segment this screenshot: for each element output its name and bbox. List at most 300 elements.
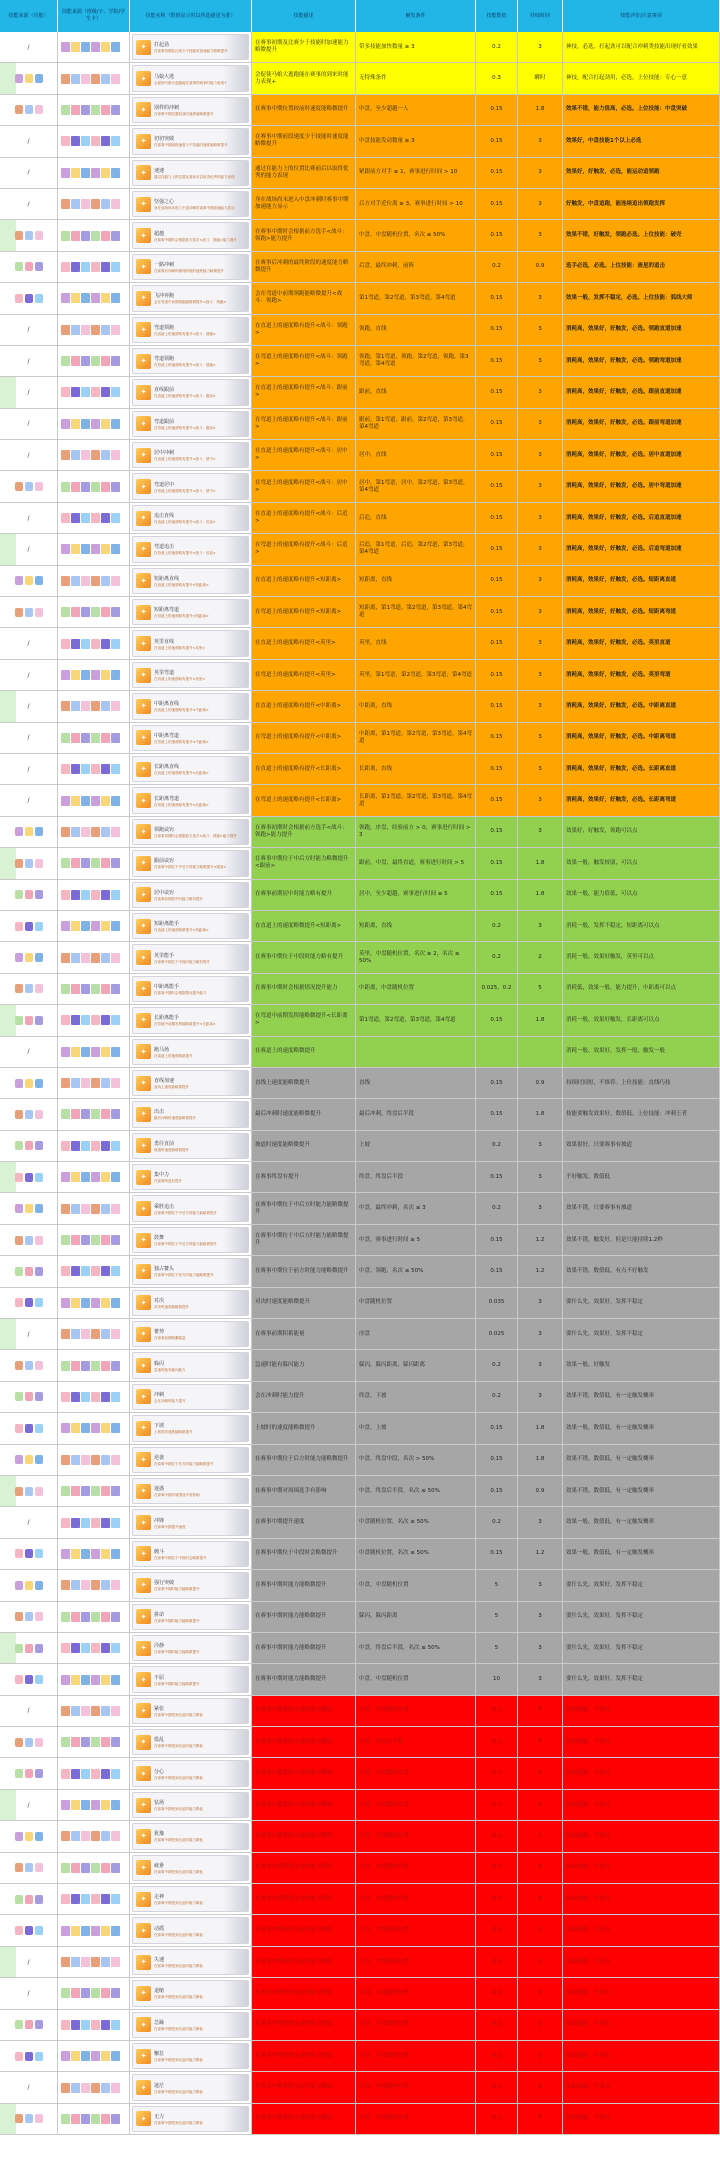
source-cell: / xyxy=(0,377,58,407)
character-icons xyxy=(58,440,130,470)
character-avatar xyxy=(61,513,70,523)
skill-value: -0.1 xyxy=(476,1727,518,1757)
character-icons xyxy=(58,1225,130,1255)
avatar xyxy=(35,1204,43,1213)
header-note: 技能评价/注意事项 xyxy=(563,0,720,32)
character-avatar xyxy=(71,1392,80,1402)
character-avatar xyxy=(111,1141,120,1151)
character-avatar xyxy=(81,1109,90,1119)
character-avatar xyxy=(111,1204,120,1214)
character-avatar xyxy=(91,1266,100,1276)
skill-card-desc: 在赛事中期受到压迫时能力降低 xyxy=(154,1964,203,1969)
avatar xyxy=(35,105,43,114)
character-avatar xyxy=(91,42,100,52)
character-avatar xyxy=(61,1518,70,1528)
skill-description: 在赛事中期受到压迫时能力降低 xyxy=(252,1758,356,1788)
trigger-condition: 中盘，最终冲刺，名次 ≤ 3 xyxy=(356,1193,476,1223)
skill-icon: ✦ xyxy=(136,887,151,902)
skill-icon: ✦ xyxy=(136,134,151,149)
skill-value: 0.15 xyxy=(476,315,518,345)
avatar xyxy=(15,482,23,491)
character-avatar xyxy=(91,199,100,209)
character-avatar xyxy=(111,1580,120,1590)
skill-card-cell xyxy=(130,1507,252,1537)
skill-card-cell xyxy=(130,2010,252,2040)
character-avatar xyxy=(101,701,110,711)
character-avatar xyxy=(71,1863,80,1873)
skill-description: 在弯道上的速度略有提升<英里> xyxy=(252,660,356,690)
avatar xyxy=(35,1424,43,1433)
character-avatar xyxy=(91,1863,100,1873)
character-avatar xyxy=(101,1769,110,1779)
table-row xyxy=(0,158,720,189)
skill-card-desc: 在赛事中期位于中后方时能力略微提升<跟前> xyxy=(154,865,227,870)
skill-card-desc: 在赛事中期时会根据前方选手<战斗：领跑>能力提升 xyxy=(154,237,237,242)
table-row xyxy=(0,1853,720,1884)
skill-value: 0.15 xyxy=(476,126,518,156)
character-avatar xyxy=(81,1141,90,1151)
skill-description: 在赛事中期受到压迫时能力降低 xyxy=(252,1696,356,1726)
skill-card xyxy=(132,442,249,468)
character-avatar xyxy=(71,2020,80,2030)
skill-card-desc: 在直道上的速度略有提升<战斗：后追> xyxy=(154,520,216,525)
character-icons xyxy=(58,817,130,847)
character-icons xyxy=(58,1445,130,1475)
skill-card xyxy=(132,850,249,876)
skill-card-cell xyxy=(130,1099,252,1129)
skill-card-cell xyxy=(130,1853,252,1883)
skill-value: 0.2 xyxy=(476,32,518,62)
avatar xyxy=(25,1769,33,1778)
character-avatar xyxy=(91,293,100,303)
table-row xyxy=(0,1037,720,1068)
skill-card-desc: 身在战场尚未进入中盘冲刺时赛事中期加速能力显示 xyxy=(154,206,235,211)
avatar xyxy=(25,2020,33,2029)
source-cell xyxy=(0,1099,58,1129)
source-cell: / xyxy=(0,1947,58,1977)
table-row xyxy=(0,1131,720,1162)
character-avatar xyxy=(111,199,120,209)
trigger-condition: 英里，第1弯道，第2弯道，第3弯道，第4弯道 xyxy=(356,660,476,690)
trigger-condition: 第1弯道，第2弯道，第3弯道，第4弯道 xyxy=(356,1005,476,1035)
skill-note: 消耗高，效果好，好触发，必选。英里弯道 xyxy=(563,660,720,690)
skill-card-cell xyxy=(130,974,252,1004)
skill-card-desc: 在赛事中期受到压迫时能力降低 xyxy=(154,1775,203,1780)
character-avatar xyxy=(111,1423,120,1433)
skill-name: 集中力 xyxy=(154,1172,170,1179)
avatar xyxy=(25,1581,33,1590)
character-avatar xyxy=(61,953,70,963)
source-cell: / xyxy=(0,1790,58,1820)
character-avatar xyxy=(81,262,90,272)
avatar xyxy=(15,1392,23,1401)
character-avatar xyxy=(111,105,120,115)
skill-description: 身在战场尚未进入中盘冲刺时赛事中期加速能力显示 xyxy=(252,189,356,219)
trigger-condition: 领跑，直线 xyxy=(356,315,476,345)
table-row xyxy=(0,911,720,942)
skill-description: 在赛事中期前段速度少于技能时速度能略微提升 xyxy=(252,126,356,156)
skill-value: 0.15 xyxy=(476,1162,518,1192)
table-row xyxy=(0,1413,720,1444)
avatar xyxy=(25,922,33,931)
character-avatar xyxy=(61,984,70,994)
skill-duration: 3 xyxy=(518,1915,563,1945)
character-avatar xyxy=(71,1109,80,1119)
skill-icon: ✦ xyxy=(136,259,151,274)
skill-icon: ✦ xyxy=(136,605,151,620)
skill-card-cell xyxy=(130,754,252,784)
skill-card xyxy=(132,1792,249,1818)
character-icons xyxy=(58,628,130,658)
skill-note: 负面技能，不要点 xyxy=(563,1758,720,1788)
skill-card-desc: 在弯道上的速度略有提升<短距离> xyxy=(154,614,209,619)
skill-description: 在赛事中期时能力能略微提升 xyxy=(252,1633,356,1663)
skill-card-cell xyxy=(130,409,252,439)
avatar xyxy=(25,890,33,899)
character-avatar xyxy=(81,921,90,931)
skill-duration: 3 xyxy=(518,2041,563,2071)
skill-duration: 3 xyxy=(518,1853,563,1883)
skill-duration: 3 xyxy=(518,2010,563,2040)
skill-card xyxy=(132,1604,249,1630)
skill-duration: 3 xyxy=(518,158,563,188)
avatar xyxy=(35,1832,43,1841)
header-skill: 技能名称（数值显示时以所选描述为准） xyxy=(130,0,252,32)
source-cell xyxy=(0,1915,58,1945)
skill-value: 0.15 xyxy=(476,1413,518,1443)
skill-note: 负面技能，不要点 xyxy=(563,1853,720,1883)
skill-card xyxy=(132,1258,249,1284)
skill-name: 懈怠 xyxy=(154,2051,165,2058)
avatar xyxy=(35,984,43,993)
skill-icon: ✦ xyxy=(136,919,151,934)
character-avatar xyxy=(81,670,90,680)
character-avatar xyxy=(71,984,80,994)
character-icons xyxy=(58,597,130,627)
avatar xyxy=(15,1738,23,1747)
character-avatar xyxy=(71,1612,80,1622)
character-icons xyxy=(58,1758,130,1788)
character-icons xyxy=(58,1696,130,1726)
skill-note: 消耗高，效果好，好触发，必选。跟前直道加速 xyxy=(563,377,720,407)
character-avatar xyxy=(61,1392,70,1402)
character-avatar xyxy=(81,1518,90,1528)
skill-card xyxy=(132,34,249,60)
avatar xyxy=(15,262,23,271)
character-icons xyxy=(58,1288,130,1318)
character-avatar xyxy=(61,1800,70,1810)
skill-card-desc: 在赛事终盘有提升 xyxy=(154,1179,182,1184)
skill-duration: 2 xyxy=(518,942,563,972)
skill-note: 要什么先，效果好，发挥不稳定 xyxy=(563,1319,720,1349)
skill-duration: 1.8 xyxy=(518,880,563,910)
character-icons xyxy=(58,1633,130,1663)
character-avatar xyxy=(61,1549,70,1559)
skill-note: 要什么先，效果好，发挥不稳定 xyxy=(563,1664,720,1694)
skill-value: 0.15 xyxy=(476,566,518,596)
character-avatar xyxy=(91,733,100,743)
character-avatar xyxy=(111,387,120,397)
character-avatar xyxy=(91,576,100,586)
character-avatar xyxy=(91,1235,100,1245)
skill-card-desc: 在赛事中期受到压迫时能力降低 xyxy=(154,2026,203,2031)
table-row xyxy=(0,1476,720,1507)
character-avatar xyxy=(111,639,120,649)
table-row xyxy=(0,1225,720,1256)
skill-card-cell xyxy=(130,32,252,62)
skill-icon: ✦ xyxy=(136,1546,151,1561)
skill-note: 负面技能，不要点 xyxy=(563,1947,720,1977)
skill-note: 消耗一般，效果好触发，长距离可以点 xyxy=(563,1005,720,1035)
character-avatar xyxy=(101,827,110,837)
source-cell xyxy=(0,848,58,878)
skill-value: 0.2 xyxy=(476,1131,518,1161)
skill-card-desc: 在赛事中期前段速度少于技能时速度能略微提升 xyxy=(154,143,228,148)
avatar xyxy=(25,576,33,585)
avatar xyxy=(35,74,43,83)
skill-card-desc: 在直道上的速度略有提升<英里> xyxy=(154,645,206,650)
skill-note: 负面技能，不要点 xyxy=(563,1821,720,1851)
skill-name: 冲刺 xyxy=(154,1391,165,1398)
character-icons xyxy=(58,1884,130,1914)
skill-card xyxy=(132,2106,249,2132)
skill-name: 怯场 xyxy=(154,1800,165,1807)
skill-name: 弯道领跑 xyxy=(154,356,175,363)
avatar xyxy=(35,1455,43,1464)
skill-note: 效果一般，好触发 xyxy=(563,1350,720,1380)
skill-name: 别样的冲刺 xyxy=(154,104,180,111)
character-avatar xyxy=(61,1643,70,1653)
avatar xyxy=(35,890,43,899)
skill-card xyxy=(132,1101,249,1127)
skill-description: 在赛事中期对周围选手有影响 xyxy=(252,1476,356,1506)
character-avatar xyxy=(61,1706,70,1716)
skill-duration: 3 xyxy=(518,283,563,313)
trigger-condition: 中盘，中盘随机位置 xyxy=(356,2104,476,2134)
trigger-condition: 后追，直线 xyxy=(356,503,476,533)
skill-value: 0.2 xyxy=(476,252,518,282)
skill-note: 消耗高，效果好，好触发，必选。居中弯道加速 xyxy=(563,471,720,501)
character-avatar xyxy=(71,419,80,429)
skill-description: 在弯道上的速度略有提升<战斗：跟前> xyxy=(252,409,356,439)
character-avatar xyxy=(91,513,100,523)
character-avatar xyxy=(71,1015,80,1025)
skill-name: 乘胜追击 xyxy=(154,1203,175,1210)
table-row xyxy=(0,471,720,502)
skill-value: -0.1 xyxy=(476,1696,518,1726)
table-row xyxy=(0,1445,720,1476)
skill-description: 在赛事中期位于中后方时能力略微提升<跟前> xyxy=(252,848,356,878)
skill-description: 在直道上的速度略有提升<中距离> xyxy=(252,691,356,721)
character-avatar xyxy=(111,2051,120,2061)
character-avatar xyxy=(81,1486,90,1496)
source-cell xyxy=(0,1288,58,1318)
skill-duration: 3 xyxy=(518,1602,563,1632)
character-avatar xyxy=(81,1329,90,1339)
character-avatar xyxy=(91,1988,100,1998)
trigger-condition: 中盘，中盘随机位置 xyxy=(356,1821,476,1851)
skill-description: 上坡时的速度能略微提升 xyxy=(252,1413,356,1443)
avatar xyxy=(35,1361,43,1370)
skill-value: -0.1 xyxy=(476,1947,518,1977)
character-avatar xyxy=(91,953,100,963)
skill-note: 消耗高，效果好，好触发，必选。短距离直道 xyxy=(563,566,720,596)
character-avatar xyxy=(61,1015,70,1025)
skill-icon: ✦ xyxy=(136,1672,151,1687)
skill-name: 居中诀窍 xyxy=(154,889,175,896)
character-avatar xyxy=(81,1172,90,1182)
skill-card-desc: 在弯道上的速度略有提升<战斗：领跑> xyxy=(154,363,216,368)
skill-card-cell xyxy=(130,817,252,847)
skill-card xyxy=(132,285,249,311)
skill-card-desc: 在弯道上的速度略有提升<英里> xyxy=(154,677,206,681)
skill-card xyxy=(132,160,249,186)
skill-card xyxy=(132,568,249,594)
skill-card-cell xyxy=(130,911,252,941)
skill-name: 犹豫 xyxy=(154,1831,165,1838)
character-avatar xyxy=(101,168,110,178)
skill-value: 0.15 xyxy=(476,880,518,910)
character-avatar xyxy=(91,1172,100,1182)
skill-card-desc: 在弯道中前期发挥能略微提升<长距离> xyxy=(154,1022,216,1027)
avatar xyxy=(25,827,33,836)
character-avatar xyxy=(101,1643,110,1653)
trigger-condition: 上坡 xyxy=(356,1131,476,1161)
skill-card-cell xyxy=(130,1539,252,1569)
character-avatar xyxy=(71,1078,80,1088)
skill-card xyxy=(132,2012,249,2038)
character-avatar xyxy=(91,231,100,241)
skill-description: 在直道上的速度略有提升<战斗：领跑> xyxy=(252,315,356,345)
character-avatar xyxy=(111,482,120,492)
skill-icon: ✦ xyxy=(136,1766,151,1781)
skill-card xyxy=(132,1321,249,1347)
character-avatar xyxy=(81,1769,90,1779)
skill-value: 0.15 xyxy=(476,785,518,815)
avatar xyxy=(15,1141,23,1150)
header-duration: 持续时间 xyxy=(518,0,563,32)
character-avatar xyxy=(101,1957,110,1967)
character-avatar xyxy=(101,796,110,806)
skill-card-desc: 上坡时的速度能略微提升 xyxy=(154,1430,193,1435)
skill-icon: ✦ xyxy=(136,981,151,996)
character-avatar xyxy=(91,1643,100,1653)
avatar xyxy=(25,1926,33,1935)
skill-name: 长距离能手 xyxy=(154,1015,180,1022)
character-avatar xyxy=(91,544,100,554)
trigger-condition: 中盘，中盘随机位置 xyxy=(356,1915,476,1945)
character-avatar xyxy=(91,858,100,868)
character-avatar xyxy=(71,670,80,680)
character-icons xyxy=(58,723,130,753)
skill-name: 走神 xyxy=(154,1894,165,1901)
skill-description: 在赛事前期居中时能力略有提升 xyxy=(252,880,356,910)
character-icons xyxy=(58,1727,130,1757)
skill-value: 0.025 xyxy=(476,1319,518,1349)
source-cell: / xyxy=(0,1978,58,2008)
character-avatar xyxy=(91,2020,100,2030)
skill-card xyxy=(132,756,249,782)
character-avatar xyxy=(111,231,120,241)
skill-description: 在赛事中期受到压迫时能力降低 xyxy=(252,2104,356,2134)
skill-card-cell xyxy=(130,440,252,470)
character-avatar xyxy=(91,1109,100,1119)
source-cell: / xyxy=(0,1696,58,1726)
skill-value: 5 xyxy=(476,1570,518,1600)
character-avatar xyxy=(111,1737,120,1747)
character-avatar xyxy=(101,513,110,523)
skill-value: -0.1 xyxy=(476,1790,518,1820)
skill-card xyxy=(132,913,249,939)
skill-card-cell xyxy=(130,1382,252,1412)
character-avatar xyxy=(61,1423,70,1433)
character-avatar xyxy=(71,325,80,335)
avatar xyxy=(15,2114,23,2123)
character-avatar xyxy=(111,168,120,178)
table-row xyxy=(0,95,720,126)
character-avatar xyxy=(61,105,70,115)
avatar xyxy=(35,1236,43,1245)
character-avatar xyxy=(101,858,110,868)
character-avatar xyxy=(81,639,90,649)
character-avatar xyxy=(91,1078,100,1088)
trigger-condition: 居中，直线 xyxy=(356,440,476,470)
table-row xyxy=(0,1696,720,1727)
character-avatar xyxy=(91,607,100,617)
skill-note: 要什么先，效果好，发挥不稳定 xyxy=(563,1288,720,1318)
character-avatar xyxy=(111,1047,120,1057)
skill-card-desc: 在赛事中期位于中后方时能力能略微提升 xyxy=(154,1210,217,1215)
skill-value: 0.15 xyxy=(476,660,518,690)
source-cell xyxy=(0,1131,58,1161)
skill-card-cell xyxy=(130,1570,252,1600)
skill-duration: 3 xyxy=(518,1193,563,1223)
avatar xyxy=(25,859,33,868)
skill-card xyxy=(132,348,249,374)
skill-note: 效果好，好触发，必选，能运动追领跑 xyxy=(563,158,720,188)
skill-card xyxy=(132,97,249,123)
character-avatar xyxy=(71,1423,80,1433)
skill-card-desc: 在赛事中期位于中段时会略微提升 xyxy=(154,1555,207,1560)
skill-note: 持续时间短，不推荐。上位技能：直线巧技 xyxy=(563,1068,720,1098)
character-avatar xyxy=(61,168,70,178)
avatar xyxy=(15,1863,23,1872)
skill-description: 在赛事初期时会根据前方选手<战斗：领跑>能力提升 xyxy=(252,817,356,847)
skill-description: 在赛事中期受到压迫时能力降低 xyxy=(252,1978,356,2008)
skill-card-cell xyxy=(130,1821,252,1851)
skill-note: 消耗高，效果好，好触发，必选。长距离直道 xyxy=(563,754,720,784)
table-row xyxy=(0,503,720,534)
skill-card-desc: 在直道上的速度略有提升<短距离> xyxy=(154,582,209,587)
trigger-condition: 直线 xyxy=(356,1068,476,1098)
skill-card-desc: 在直道上的速度略微提升<短距离> xyxy=(154,928,209,933)
skill-value: 0.15 xyxy=(476,377,518,407)
skill-card-desc: 在赛事中期受到压迫时能力降低 xyxy=(154,2058,203,2063)
table-row xyxy=(0,1884,720,1915)
skill-duration: 1.8 xyxy=(518,1413,563,1443)
avatar xyxy=(35,1895,43,1904)
table-row xyxy=(0,1068,720,1099)
source-cell xyxy=(0,1664,58,1694)
table-row xyxy=(0,252,720,283)
character-avatar xyxy=(91,796,100,806)
character-avatar xyxy=(111,1455,120,1465)
source-cell: / xyxy=(0,628,58,658)
skill-name: 迷惑 xyxy=(154,1486,165,1493)
skill-card-cell xyxy=(130,1350,252,1380)
trigger-condition: 跟前，直线 xyxy=(356,377,476,407)
skill-card-cell xyxy=(130,566,252,596)
